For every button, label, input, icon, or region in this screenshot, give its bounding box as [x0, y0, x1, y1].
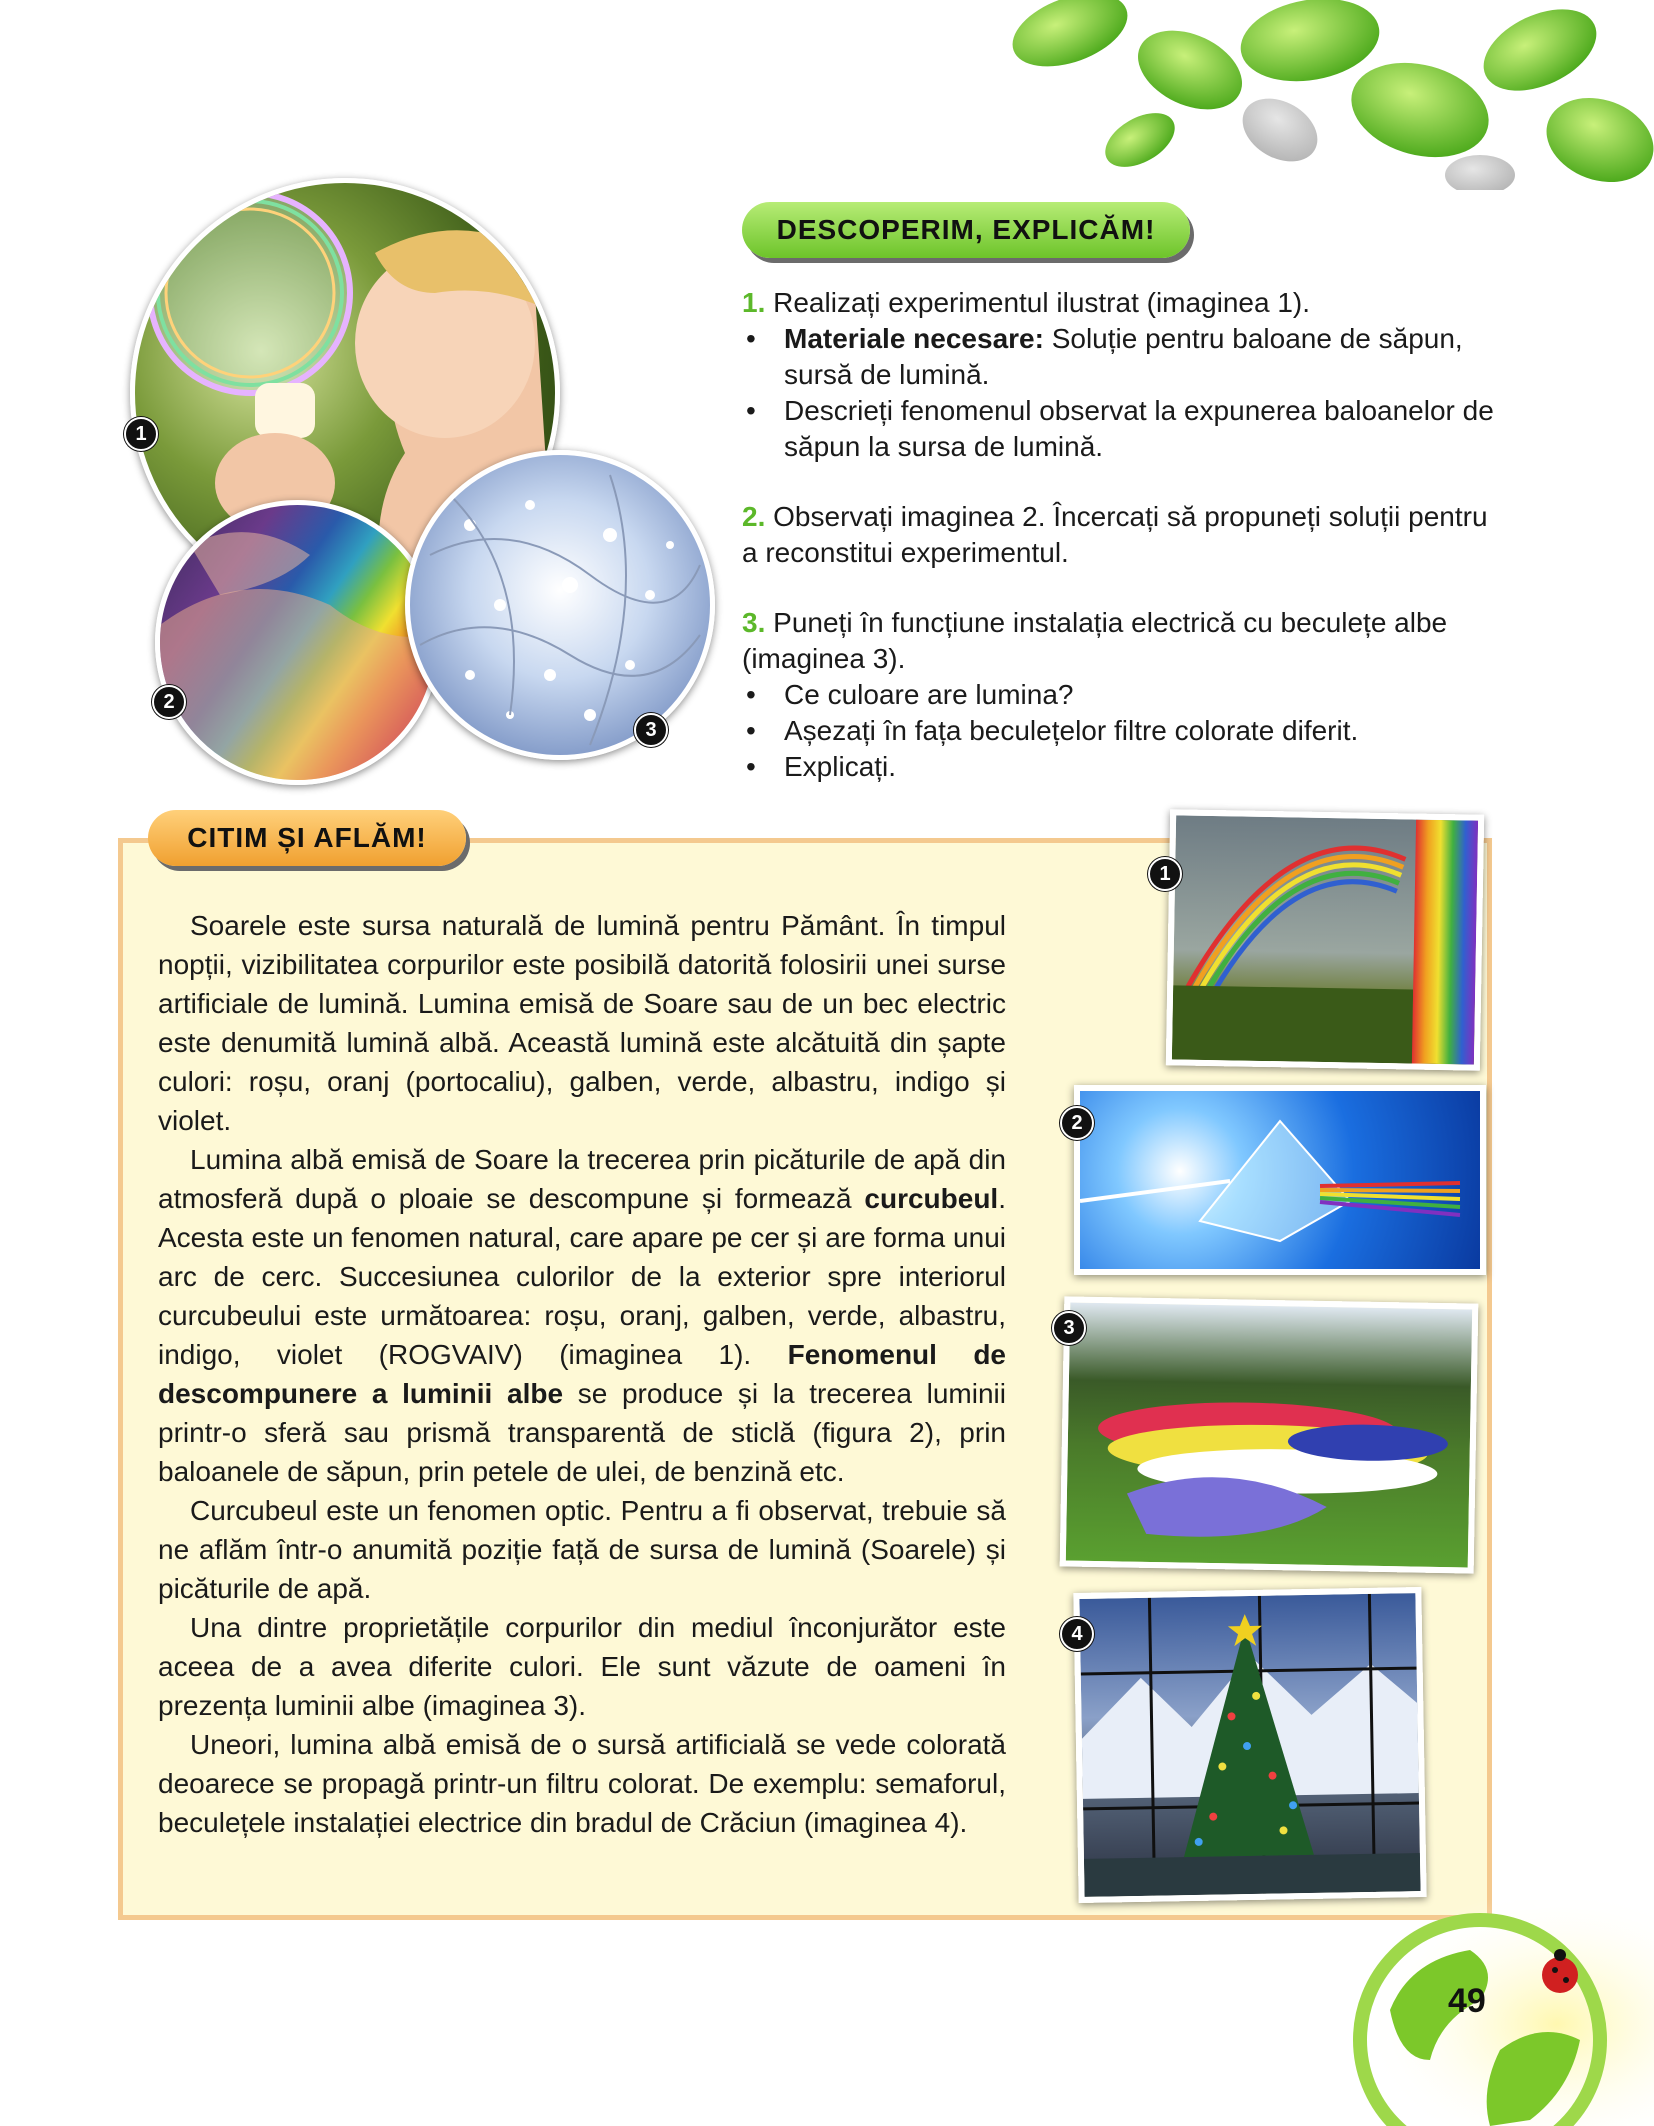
page-number: 49: [1448, 1982, 1486, 2020]
task-1-materials: • Materiale necesare: Soluție pentru baloane de săpun, sursă de lumină.: [742, 321, 1502, 393]
reading-paragraph-1: Soarele este sursa naturală de lumină pentru Pământ. În timpul nopții, vizibilitatea corpurilor este posibilă datorită folosirii unei surse artificiale de lumină. Lumina emisă de Soare sau de un bec electric este denumită lumină albă. Această lumină este alcătuită din șapte culori: roșu, oranj (portocaliu), galben, verde, albastru, indigo și violet.: [158, 910, 1006, 1136]
task-3-bullet-3: • Explicați.: [742, 749, 1502, 785]
reading-paragraph-4: Una dintre proprietățile corpurilor din mediul înconjurător este aceea de a avea diferite culori. Ele sunt văzute de oameni în prezența luminii albe (imaginea 3).: [158, 1612, 1006, 1721]
side-image-number-2: 2: [1060, 1106, 1094, 1140]
side-image-number-1: 1: [1148, 857, 1182, 891]
photo-christmas-tree: [1073, 1587, 1426, 1903]
task-3-bullet-1: • Ce culoare are lumina?: [742, 677, 1502, 713]
photo-flower-garden: [1060, 1296, 1479, 1573]
reading-paragraph-3: Curcubeul este un fenomen optic. Pentru a fi observat, trebuie să ne aflăm într-o anumită poziție față de sursa de lumină (Soarele) și picăturile de apă.: [158, 1495, 1006, 1604]
task-2: 2. Observați imaginea 2. Încercați să propuneți soluții pentru a reconstitui experimentul.: [742, 501, 1488, 568]
image-number-3: 3: [634, 713, 668, 747]
photo-rainbow-hands: [155, 500, 440, 785]
decorative-leaves: [980, 0, 1654, 190]
side-image-number-4: 4: [1060, 1617, 1094, 1651]
reading-paragraph-5: Uneori, lumina albă emisă de o sursă artificială se vede colorată deoarece se propagă printr-un filtru colorat. De exemplu: semaforul, beculețele instalației electrice din bradul de Crăciun (imaginea 4).: [158, 1729, 1006, 1838]
reading-paragraph-2: Lumina albă emisă de Soare la trecerea prin picăturile de apă din atmosferă după o ploaie se descompune și formează curcubeul. Acesta este un fenomen natural, care apare pe cer și are forma unui arc de cerc. Succesiunea culorilor de la exterior spre interiorul curcubeului este următoarea: roșu, oranj, galben, verde, albastru, indigo, violet (ROGVAIV) (imaginea 1). Fenomenul de descompunere a luminii albe se produce și la trecerea luminii printr-o sferă sau prismă transparentă de sticlă (figura 2), prin baloanele de săpun, prin petele de ulei, de benzină etc.: [158, 1144, 1006, 1487]
task-3-bullet-2: • Așezați în fața beculețelor filtre colorate diferit.: [742, 713, 1502, 749]
image-number-1: 1: [124, 417, 158, 451]
photo-white-lights: [405, 450, 715, 760]
section-heading-discover: DESCOPERIM, EXPLICĂM!: [742, 202, 1190, 258]
image-number-2: 2: [152, 685, 186, 719]
photo-rainbow: [1166, 809, 1484, 1070]
globe-icon: [1330, 1900, 1654, 2126]
task-1-bullet-describe: • Descrieți fenomenul observat la expunerea baloanelor de săpun la sursa de lumină.: [742, 393, 1502, 465]
task-3: 3. Puneți în funcțiune instalația electrică cu beculețe albe (imaginea 3).: [742, 607, 1448, 674]
side-image-number-3: 3: [1052, 1311, 1086, 1345]
photo-prism: [1074, 1085, 1486, 1275]
task-list: [742, 285, 1502, 785]
reading-text: [158, 906, 1006, 1842]
section-heading-read: CITIM ȘI AFLĂM!: [148, 810, 466, 866]
task-1: 1. Realizați experimentul ilustrat (imaginea 1).: [742, 287, 1311, 318]
